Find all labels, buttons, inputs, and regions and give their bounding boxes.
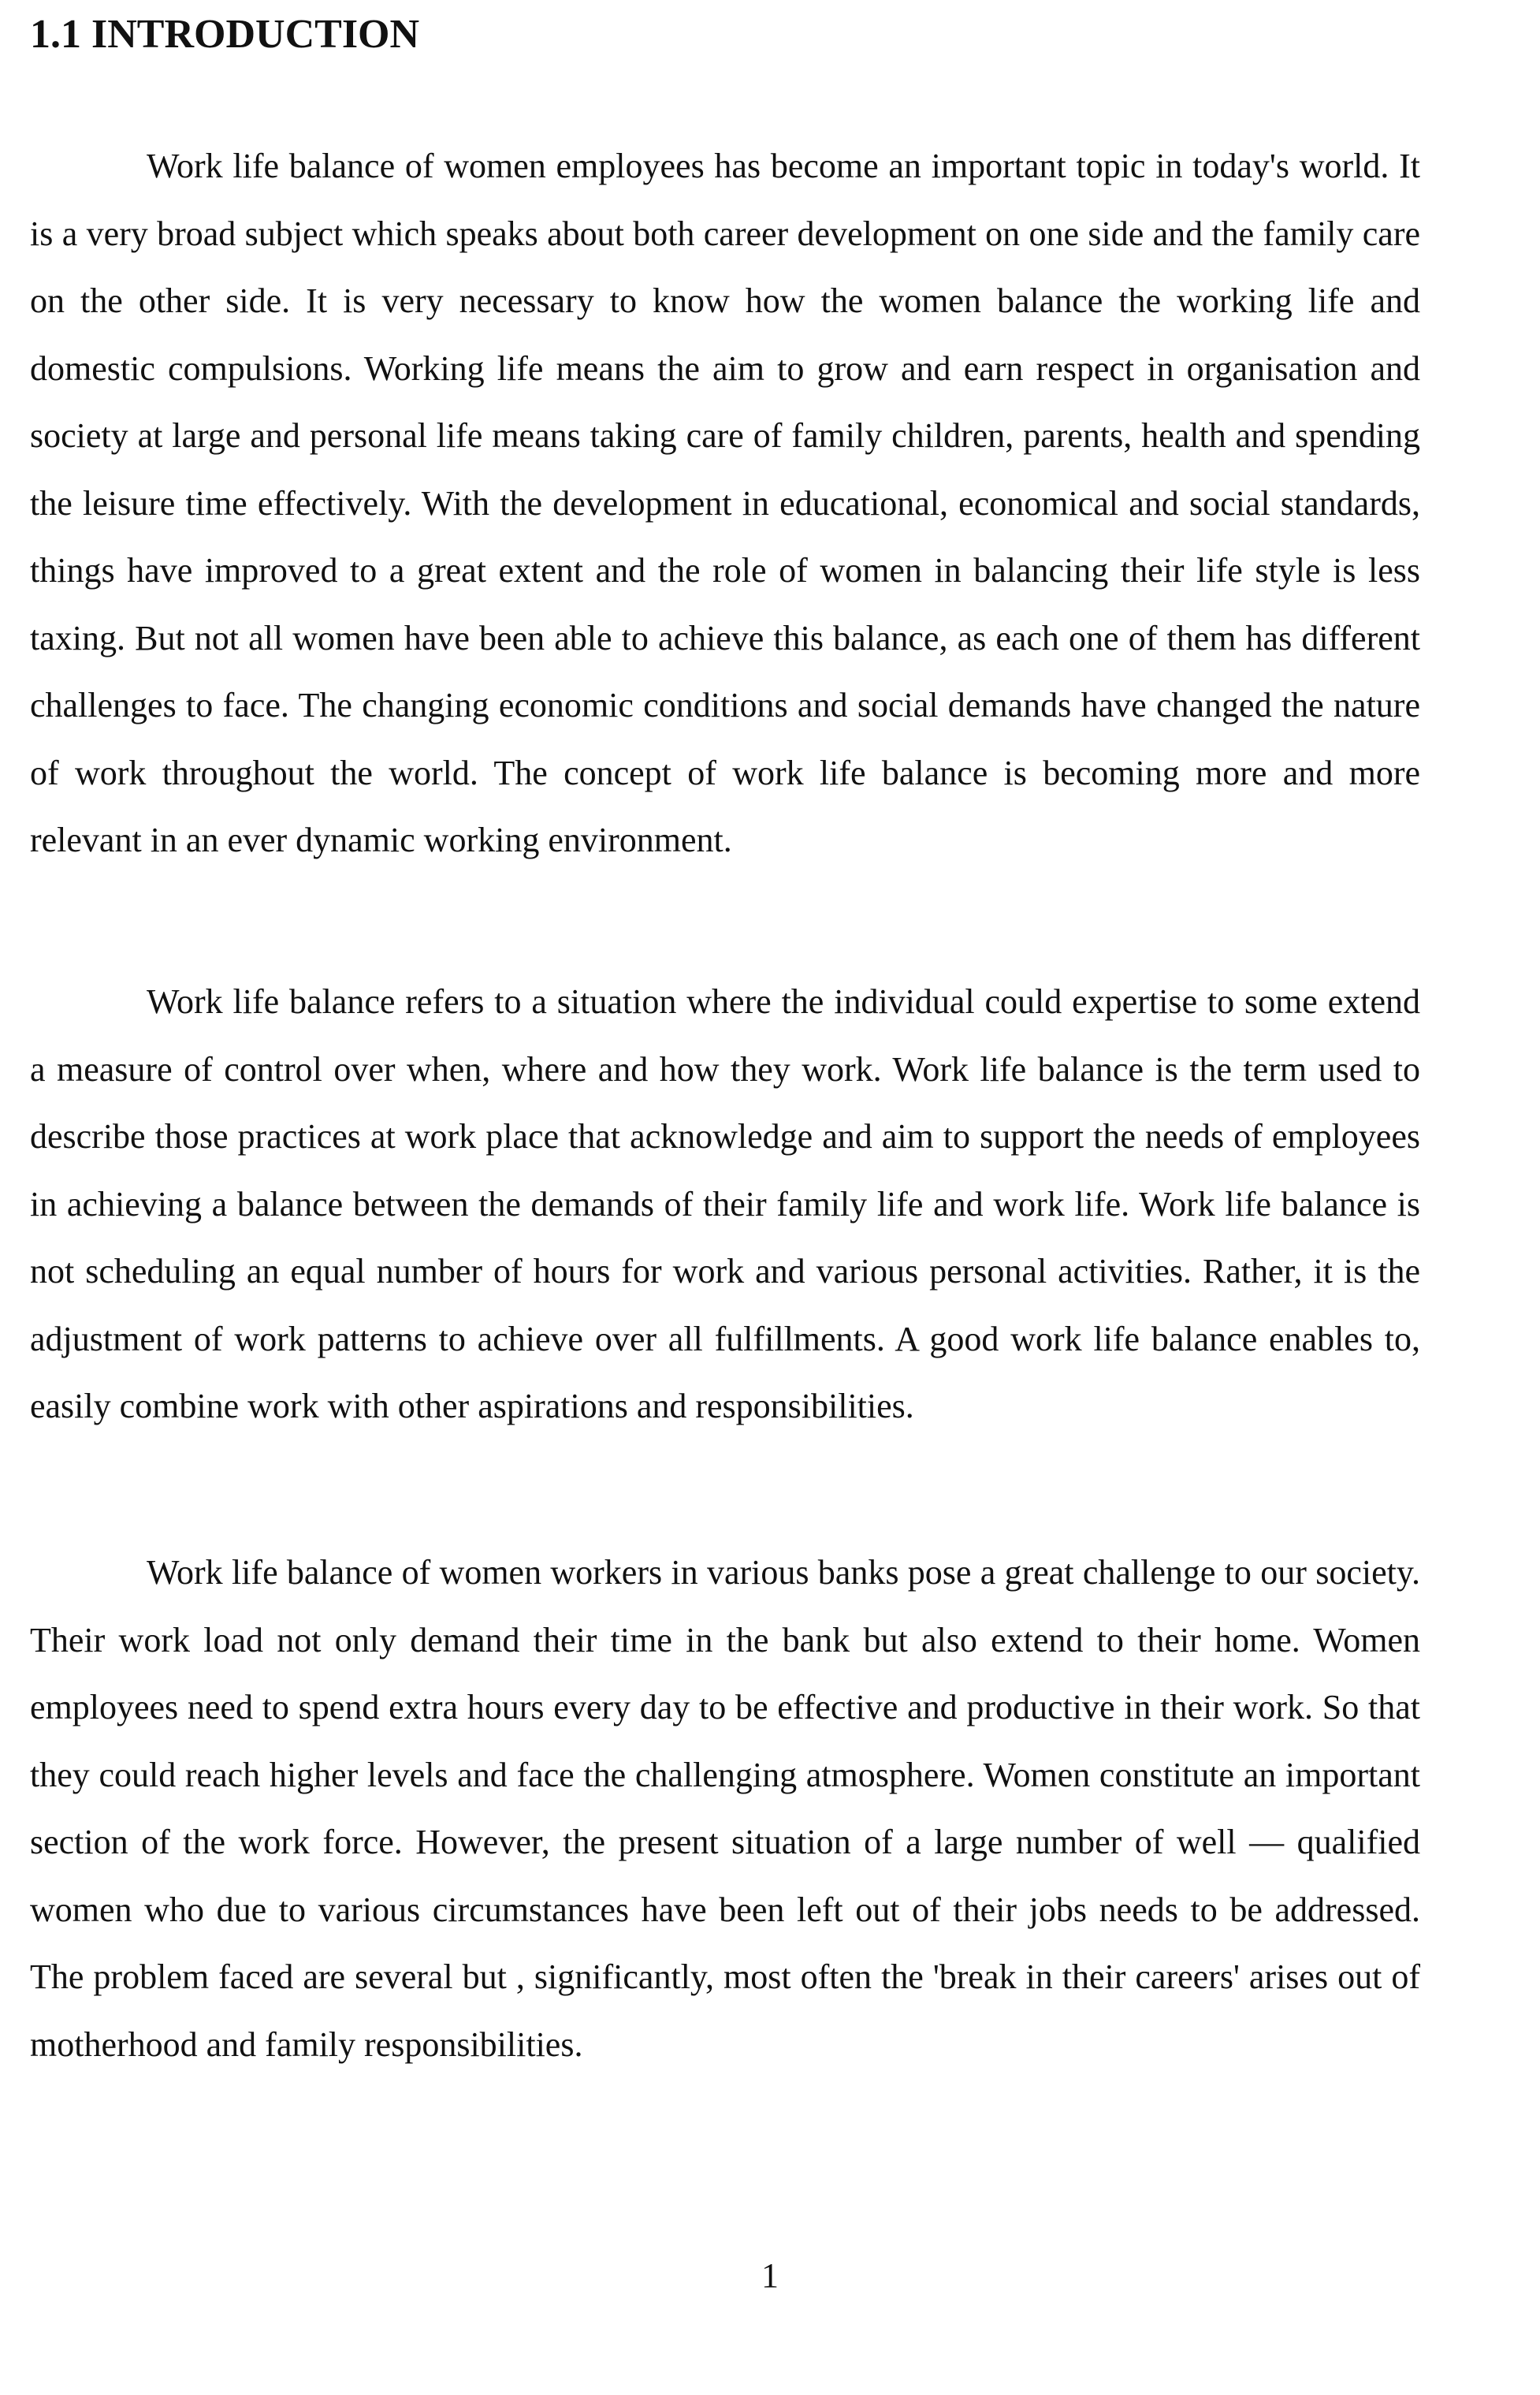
page-number: 1: [761, 2256, 779, 2295]
paragraph-3: Work life balance of women workers in various banks pose a great challenge to our society. Their work load not only demand their time in the bank but also extend to their home. Women employees need to spend extra hours every day to be effective and productive in their work. So that they could reach higher levels and face the challenging atmosphere. Women constitute an important section of the work force. However, the present situation of a large number of well — qualified women who due to various circumstances have been left out of their jobs needs to be addressed. The problem faced are several but , significantly, most often the 'break in their careers' arises out of motherhood and family responsibilities.: [30, 1553, 1420, 2064]
paragraph-2: Work life balance refers to a situation where the individual could expertise to some extend a measure of control over when, where and how they work. Work life balance is the term used to describe those practices at work place that acknowledge and aim to support the needs of employees in achieving a balance between the demands of their family life and work life. Work life balance is not scheduling an equal number of hours for work and various personal activities. Rather, it is the adjustment of work patterns to achieve over all fulfillments. A good work life balance enables to, easily combine work with other aspirations and responsibilities.: [30, 982, 1420, 1425]
paragraph-1: Work life balance of women employees has become an important topic in today's world. It is a very broad subject which speaks about both career development on one side and the family care on the other side. It is very necessary to know how the women balance the working life and domestic compulsions. Working life means the aim to grow and earn respect in organisation and society at large and personal life means taking care of family children, parents, health and spending the leisure time effectively. With the development in educational, economical and social standards, things have improved to a great extent and the role of women in balancing their life style is less taxing. But not all women have been able to achieve this balance, as each one of them has different challenges to face. The changing economic conditions and social demands have changed the nature of work throughout the world. The concept of work life balance is becoming more and more relevant in an ever dynamic working environment.: [30, 147, 1420, 859]
section-heading: 1.1 INTRODUCTION: [30, 12, 420, 57]
